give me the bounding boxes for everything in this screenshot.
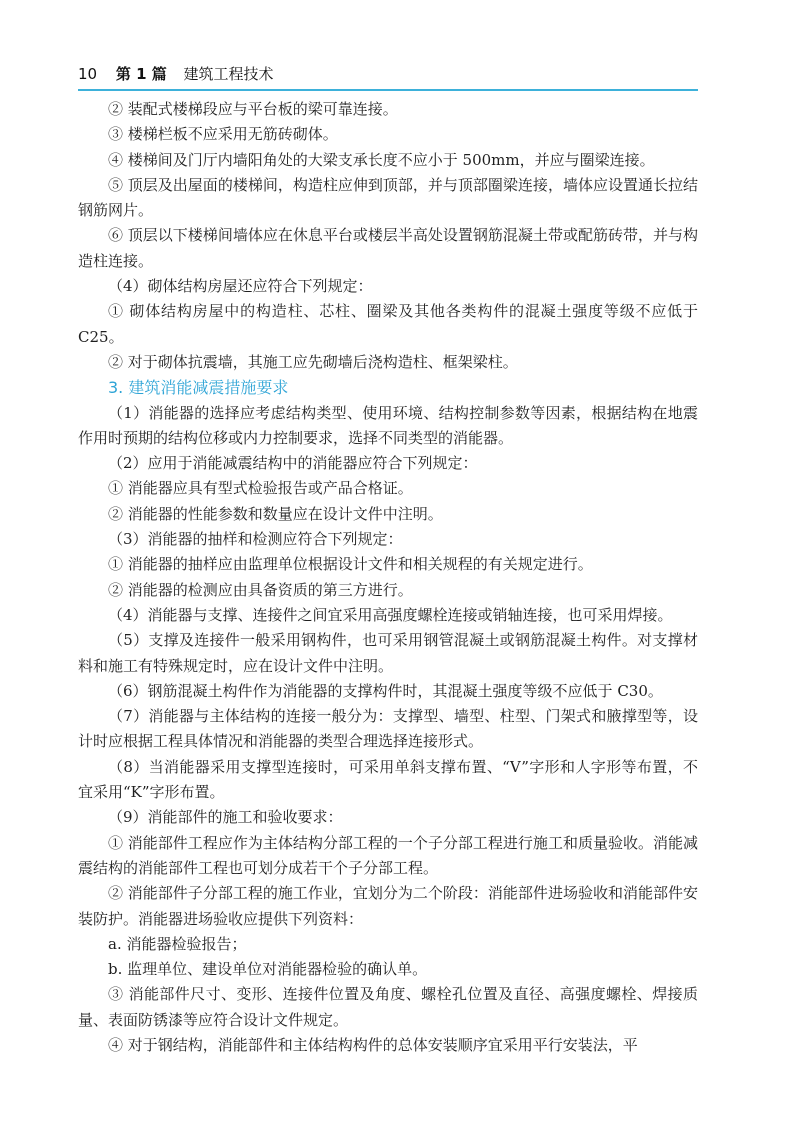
paragraph: （4）消能器与支撑、连接件之间宜采用高强度螺栓连接或销轴连接，也可采用焊接。 <box>108 605 673 624</box>
paragraph: b. 监理单位、建设单位对消能器检验的确认单。 <box>108 960 428 979</box>
paragraph: （7）消能器与主体结构的连接一般分为：支撑型、墙型、柱型、门架式和腋撑型等，设计时应根据工程具体情况和消能器的类型合理选择连接形式。 <box>78 707 698 751</box>
paragraph: ② 消能器的检测应由具备资质的第三方进行。 <box>108 580 413 599</box>
body-text <box>78 97 698 1058</box>
paragraph: （2）应用于消能减震结构中的消能器应符合下列规定： <box>108 454 478 473</box>
paragraph: （9）消能部件的施工和验收要求： <box>108 808 343 827</box>
paragraph: ⑤ 顶层及出屋面的楼梯间，构造柱应伸到顶部，并与顶部圈梁连接，墙体应设置通长拉结钢筋网片。 <box>78 175 698 220</box>
header-rule <box>78 89 698 91</box>
paragraph: ① 消能器应具有型式检验报告或产品合格证。 <box>108 479 413 498</box>
paragraph: ① 消能部件工程应作为主体结构分部工程的一个子分部工程进行施工和质量验收。消能减震结构的消能部件工程也可划分成若干个子分部工程。 <box>78 833 698 877</box>
paragraph: ③ 楼梯栏板不应采用无筋砖砌体。 <box>108 125 338 144</box>
paragraph: ⑥ 顶层以下楼梯间墙体应在休息平台或楼层半高处设置钢筋混凝土带或配筋砖带，并与构造柱连接。 <box>78 226 698 270</box>
paragraph: ④ 楼梯间及门厅内墙阳角处的大梁支承长度不应小于 500mm，并应与圈梁连接。 <box>108 150 655 169</box>
paragraph: ② 消能部件子分部工程的施工作业，宜划分为二个阶段：消能部件进场验收和消能部件安装防护。消能器进场验收应提供下列资料： <box>78 884 698 928</box>
paragraph: ② 对于砌体抗震墙，其施工应先砌墙后浇构造柱、框架梁柱。 <box>108 352 518 371</box>
paragraph: （3）消能器的抽样和检测应符合下列规定： <box>108 530 403 549</box>
paragraph: a. 消能器检验报告； <box>108 934 247 953</box>
paragraph: （4）砌体结构房屋还应符合下列规定： <box>108 277 373 296</box>
page-header <box>78 60 698 88</box>
paragraph: （5）支撑及连接件一般采用钢构件，也可采用钢管混凝土或钢筋混凝土构件。对支撑材料和施工有特殊规定时，应在设计文件中注明。 <box>78 631 698 675</box>
chapter-label: 第 1 篇 <box>115 65 167 83</box>
chapter-title: 建筑工程技术 <box>183 65 274 83</box>
page-number: 10 <box>78 65 98 83</box>
paragraph: （8）当消能器采用支撑型连接时，可采用单斜支撑布置、“V”字形和人字形等布置，不宜采用“K”字形布置。 <box>78 757 698 802</box>
paragraph: ① 砌体结构房屋中的构造柱、芯柱、圈梁及其他各类构件的混凝土强度等级不应低于 C25。 <box>78 302 698 346</box>
paragraph: （6）钢筋混凝土构件作为消能器的支撑构件时，其混凝土强度等级不应低于 C30。 <box>108 681 663 700</box>
paragraph: ① 消能器的抽样应由监理单位根据设计文件和相关规程的有关规定进行。 <box>108 555 593 574</box>
paragraph: ② 装配式楼梯段应与平台板的梁可靠连接。 <box>108 100 398 118</box>
paragraph: ② 消能器的性能参数和数量应在设计文件中注明。 <box>108 504 443 523</box>
section-heading: 3. 建筑消能减震措施要求 <box>108 378 289 398</box>
paragraph: ④ 对于钢结构，消能部件和主体结构构件的总体安装顺序宜采用平行安装法，平 <box>108 1035 638 1054</box>
paragraph: （1）消能器的选择应考虑结构类型、使用环境、结构控制参数等因素，根据结构在地震作用时预期的结构位移或内力控制要求，选择不同类型的消能器。 <box>78 403 698 447</box>
paragraph: ③ 消能部件尺寸、变形、连接件位置及角度、螺栓孔位置及直径、高强度螺栓、焊接质量、表面防锈漆等应符合设计文件规定。 <box>78 985 698 1029</box>
